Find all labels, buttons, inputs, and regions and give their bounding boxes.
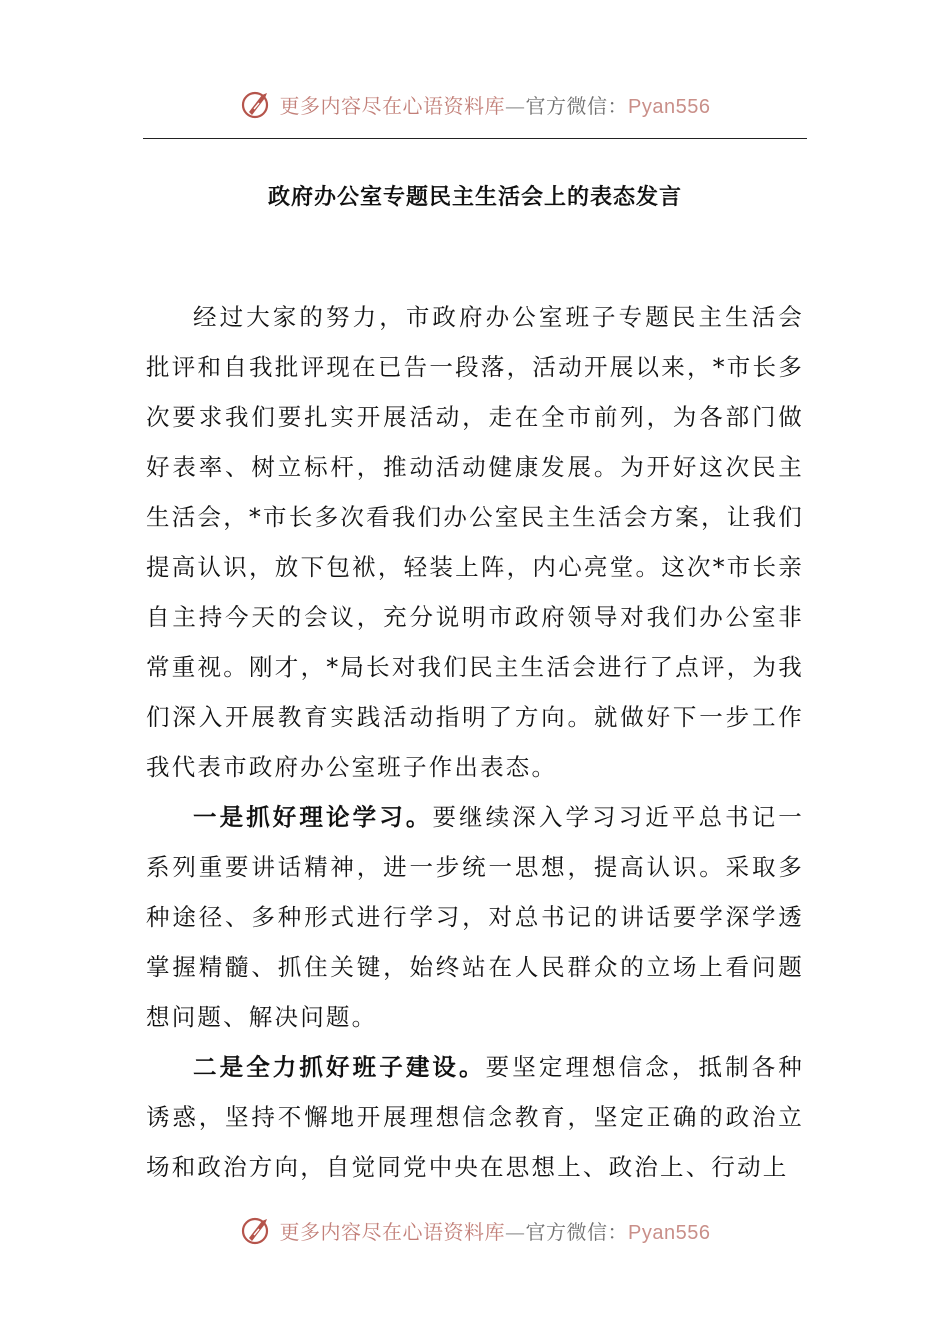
footer-watermark xyxy=(0,1210,950,1250)
paragraph xyxy=(146,292,804,792)
watermark-main: 更多内容尽在心语资料库 xyxy=(279,93,506,118)
document-body xyxy=(146,292,804,1192)
watermark-separator: — xyxy=(505,1219,526,1244)
paragraph-lead: 二是全力抓好班子建设。 xyxy=(193,1053,486,1081)
pen-nib-circle-icon xyxy=(240,87,274,121)
header-watermark xyxy=(0,84,950,124)
pen-nib-circle-icon xyxy=(240,1213,274,1247)
watermark-text xyxy=(280,1216,711,1245)
paragraph-lead: 一是抓好理论学习。 xyxy=(193,803,433,831)
document-title: 政府办公室专题民主生活会上的表态发言 xyxy=(267,184,682,210)
watermark-main: 更多内容尽在心语资料库 xyxy=(279,1219,506,1244)
paragraph-text: 要坚定理想信念，抵制各种诱惑，坚持不懈地开展理想信念教育，坚定正确的政治立场和政治方向，自觉同党中央在思想上、政治上、行动上 xyxy=(146,1053,805,1181)
paragraph xyxy=(146,792,804,1042)
watermark-wechat-label: 官方微信： xyxy=(525,93,629,118)
watermark-separator: — xyxy=(505,93,526,118)
header-divider xyxy=(143,138,807,139)
watermark-text xyxy=(280,90,711,119)
watermark-wechat-id: Pyan556 xyxy=(628,95,711,118)
watermark-wechat-label: 官方微信： xyxy=(525,1219,629,1244)
paragraph-text: 要继续深入学习习近平总书记一系列重要讲话精神，进一步统一思想，提高认识。采取多种途径、多种形式进行学习，对总书记的讲话要学深学透掌握精髓、抓住关键，始终站在人民群众的立场上看问题想问题、解决问题。 xyxy=(146,803,804,1031)
paragraph xyxy=(146,1042,804,1192)
paragraph-text: 经过大家的努力，市政府办公室班子专题民主生活会批评和自我批评现在已告一段落，活动开展以来，*市长多次要求我们要扎实开展活动，走在全市前列，为各部门做好表率、树立标杆，推动活动健康发展。为开好这次民主生活会，*市长多次看我们办公室民主生活会方案，让我们提高认识，放下包袱，轻装上阵，内心亮堂。这次*市长亲自主持今天的会议，充分说明市政府领导对我们办公室非常重视。刚才，*局长对我们民主生活会进行了点评，为我们深入开展教育实践活动指明了方向。就做好下一步工作我代表市政府办公室班子作出表态。 xyxy=(146,303,804,781)
watermark-wechat-id: Pyan556 xyxy=(628,1221,711,1244)
